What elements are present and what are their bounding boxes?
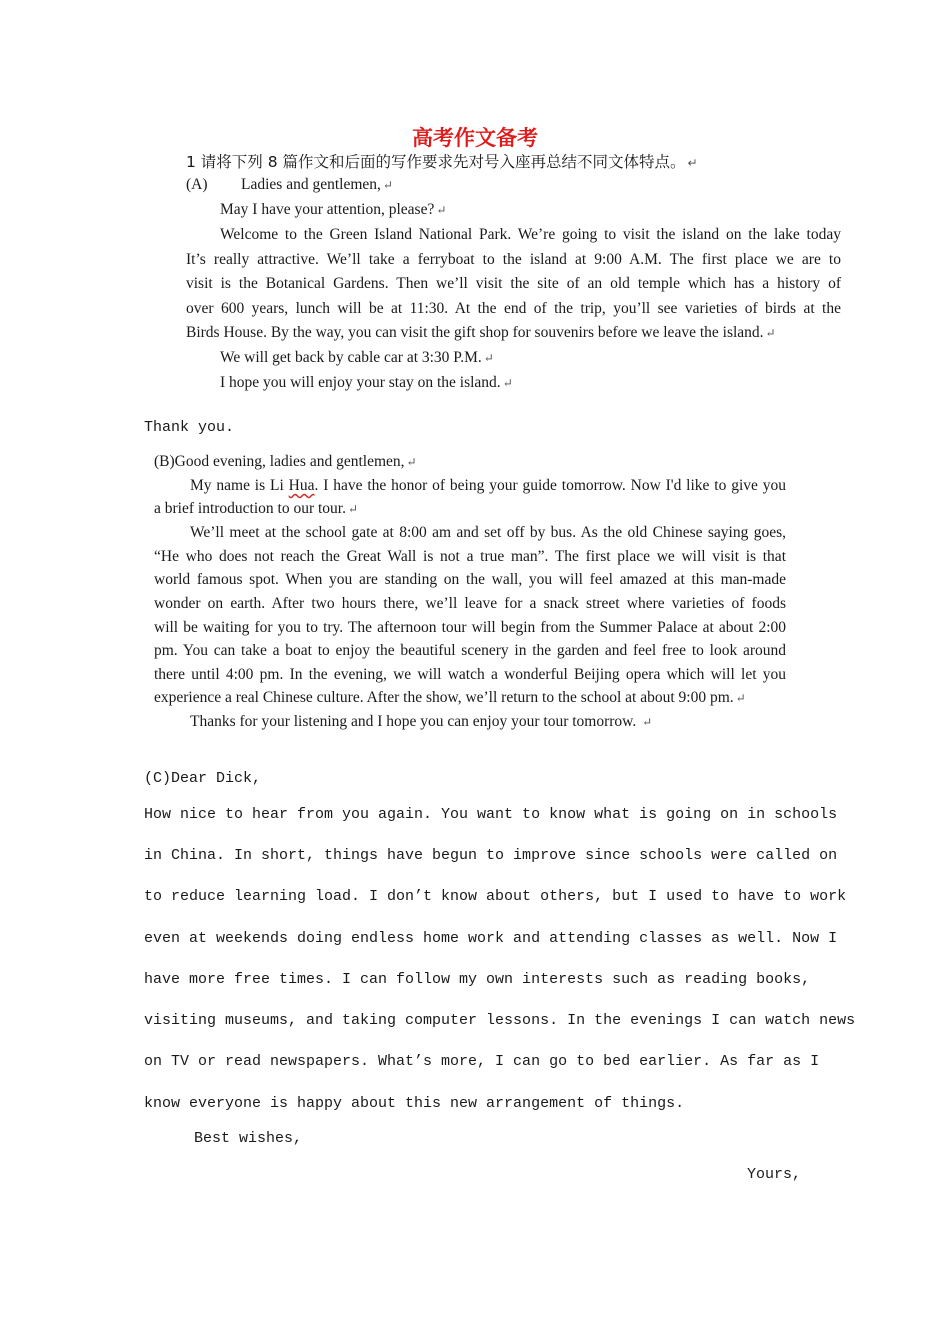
passage-a-body-text: Birds House. By the way, you can visit the gift shop for souvenirs before we leave the island. [186,324,764,341]
passage-a-body-line: It’s really attractive. We’ll take a ferryboat to the island at 9:00 A.M. The first place we are to [186,251,841,268]
instruction-text: 1 请将下列 8 篇作文和后面的写作要求先对号入座再总结不同文体特点。 [186,153,686,171]
passage-c-wishes: Best wishes, [194,1130,303,1147]
passage-b-closing [190,713,652,731]
return-mark-icon: ↵ [735,691,746,705]
passage-b-intro-line [190,477,786,495]
passage-a-body-line [186,324,776,342]
return-mark-icon: ↵ [436,203,447,217]
passage-c-sign: Yours, [747,1166,802,1183]
return-mark-icon: ↵ [406,455,417,469]
return-mark-icon: ↵ [687,156,698,170]
passage-a-body-line: Welcome to the Green Island National Park. We’re going to visit the island on the lake today [220,226,841,243]
passage-c-body-line: to reduce learning load. I don’t know about others, but I used to have to work [144,888,847,905]
passage-c-body-line: on TV or read newspapers. What’s more, I can go to bed earlier. As far as I [144,1053,820,1070]
passage-a-line-back [220,349,494,367]
return-mark-icon: ↵ [642,715,653,729]
passage-b-body-line: will be waiting for you to try. The afternoon tour will begin from the Summer Palace at about 2:00 [154,619,786,636]
passage-b-intro-name: Hua [288,477,315,494]
passage-a-greeting-text: Ladies and gentlemen, [241,176,381,193]
passage-b-body-line: “He who does not reach the Great Wall is not a true man”. The first place we will visit is that [154,548,786,565]
passage-a-line-hope [220,374,513,392]
passage-a-line1-text: May I have your attention, please? [220,201,435,218]
passage-b-greeting [154,453,417,471]
passage-b-body-text: experience a real Chinese culture. After the show, we’ll return to the school at about 9:00 pm. [154,689,734,706]
passage-b-body-line [154,689,746,707]
passage-b-intro-line2 [154,500,358,518]
passage-b-body-line: We’ll meet at the school gate at 8:00 am and set off by bus. As the old Chinese saying goes, [190,524,786,541]
passage-b-body-line: there until 4:00 pm. In the evening, we will watch a wonderful Beijing opera which will let you [154,666,786,683]
passage-c-body-line: How nice to hear from you again. You want to know what is going on in schools [144,806,838,823]
passage-b-body-line: pm. You can take a boat to enjoy the beautiful scenery in the garden and feel free to look around [154,642,786,659]
passage-a-line-hope-text: I hope you will enjoy your stay on the island. [220,374,501,391]
passage-b-body-line: world famous spot. When you are standing on the wall, you will feel amazed at this man-made [154,571,786,588]
passage-b-greeting-text: (B)Good evening, ladies and gentlemen, [154,453,405,470]
page-title: 高考作文备考 [412,126,538,150]
passage-a-greeting [241,176,393,194]
passage-a-thanks: Thank you. [144,419,235,436]
passage-a-line-back-text: We will get back by cable car at 3:30 P.M. [220,349,482,366]
passage-c-body-line: even at weekends doing endless home work and attending classes as well. Now I [144,930,838,947]
passage-a-line1 [220,201,446,219]
passage-b-intro-post: . I have the honor of being your guide tomorrow. Now I'd like to give you [314,477,786,494]
passage-c-body-line: in China. In short, things have begun to improve since schools were called on [144,847,838,864]
passage-c-greeting: (C)Dear Dick, [144,770,262,787]
passage-b-intro-pre: My name is Li [190,477,289,494]
passage-a-body-line: over 600 years, lunch will be at 11:30. At the end of the trip, you’ll see varieties of birds at the [186,300,841,317]
passage-c-body-line: have more free times. I can follow my own interests such as reading books, [144,971,811,988]
passage-a-body-line: visit is the Botanical Gardens. Then we’ll visit the site of an old temple which has a history of [186,275,841,292]
passage-c-body-line: visiting museums, and taking computer lessons. In the evenings I can watch news [144,1012,856,1029]
return-mark-icon: ↵ [502,376,513,390]
passage-a-label: (A) [186,176,208,193]
passage-c-last-line: know everyone is happy about this new arrangement of things. [144,1095,685,1112]
return-mark-icon: ↵ [483,351,494,365]
passage-b-closing-text: Thanks for your listening and I hope you can enjoy your tour tomorrow. [190,713,637,730]
return-mark-icon: ↵ [765,326,776,340]
return-mark-icon: ↵ [382,178,393,192]
return-mark-icon: ↵ [348,502,359,516]
instruction-line [186,150,698,172]
passage-b-body-line: wonder on earth. After two hours there, we’ll leave for a snack street where varieties of foods [154,595,786,612]
passage-b-intro-line2-text: a brief introduction to our tour. [154,500,346,517]
